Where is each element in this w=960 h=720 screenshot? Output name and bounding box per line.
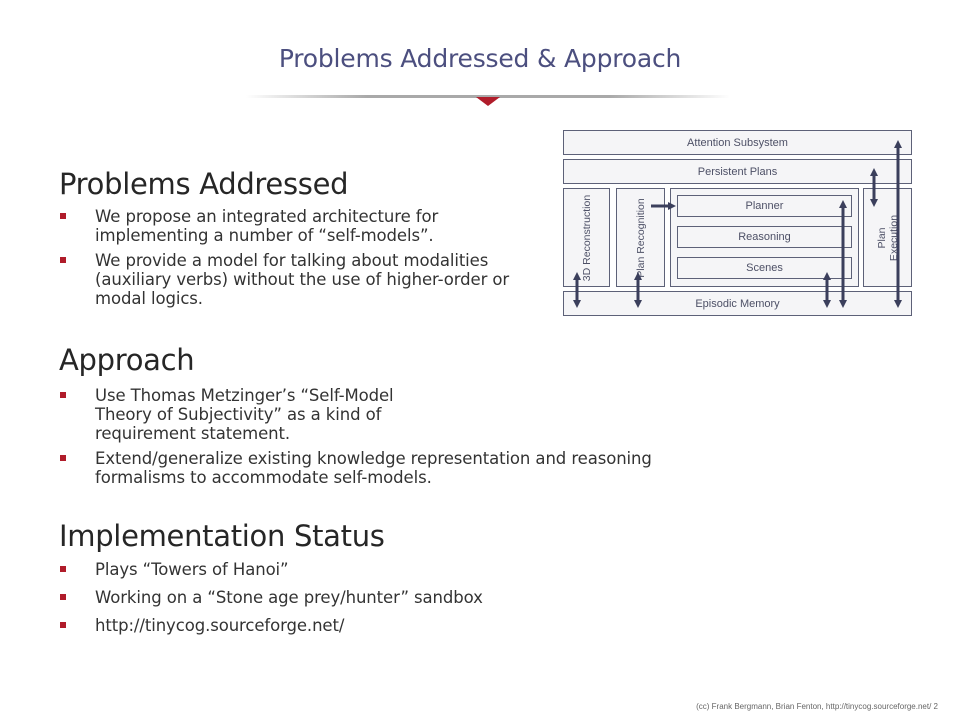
problems-heading: Problems Addressed: [59, 167, 349, 201]
attention-subsystem-box: Attention Subsystem: [563, 130, 912, 155]
list-item: Use Thomas Metzinger’s “Self-Model Theory of Subjectivity” as a kind of requirement statement.: [59, 386, 455, 443]
slide-title: Problems Addressed & Approach: [278, 44, 682, 73]
list-item: Extend/generalize existing knowledge representation and reasoning formalisms to accommodate self-models.: [59, 449, 675, 487]
list-item: Working on a “Stone age prey/hunter” sandbox: [59, 588, 659, 607]
list-item: We provide a model for talking about modalities (auxiliary verbs) without the use of higher-order or modal logics.: [59, 251, 519, 308]
plan-execution-box: Plan Execution: [863, 188, 912, 287]
status-heading: Implementation Status: [59, 519, 385, 553]
plan-recognition-box: Plan Recognition: [616, 188, 665, 287]
episodic-memory-box: Episodic Memory: [563, 291, 912, 316]
reconstruction-box: 3D Reconstruction: [563, 188, 610, 287]
footer-credit: (cc) Frank Bergmann, Brian Fenton, http://tinycog.sourceforge.net/ 2: [696, 702, 938, 711]
reasoning-box: Reasoning: [677, 226, 852, 248]
list-item: Plays “Towers of Hanoi”: [59, 560, 659, 579]
scenes-box: Scenes: [677, 257, 852, 279]
project-link[interactable]: http://tinycog.sourceforge.net/: [95, 616, 345, 635]
persistent-plans-box: Persistent Plans: [563, 159, 912, 184]
approach-heading: Approach: [59, 343, 195, 377]
planner-box: Planner: [677, 195, 852, 217]
list-item: We propose an integrated architecture for implementing a number of “self-models”.: [59, 207, 519, 245]
